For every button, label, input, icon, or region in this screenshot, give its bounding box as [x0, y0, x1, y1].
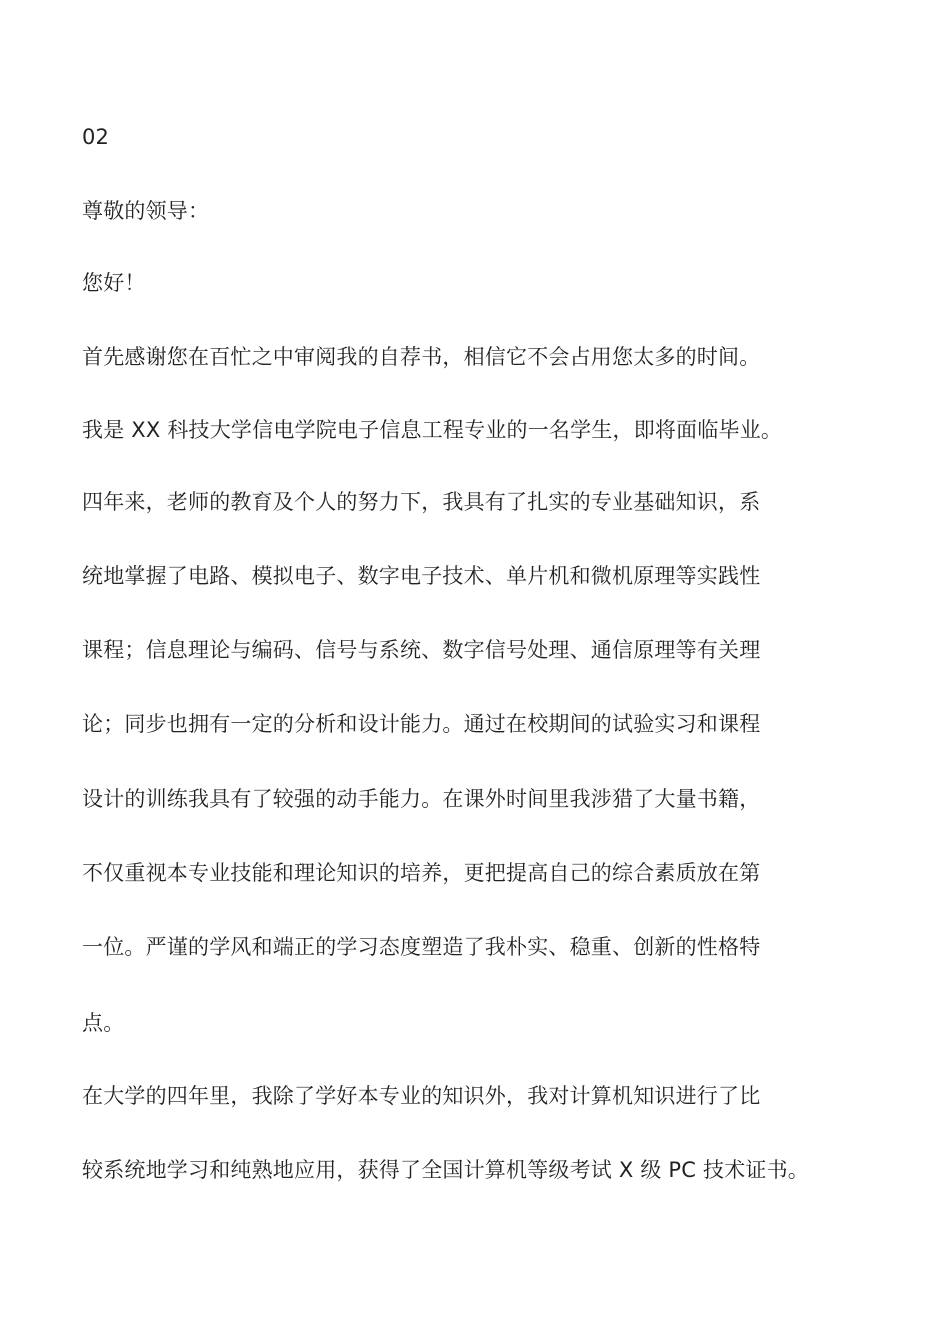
- paragraph-line: 论；同步也拥有一定的分析和设计能力。通过在校期间的试验实习和课程: [82, 712, 761, 736]
- paragraph-line: 设计的训练我具有了较强的动手能力。在课外时间里我涉猎了大量书籍，: [82, 787, 761, 811]
- paragraph-line: 统地掌握了电路、模拟电子、数字电子技术、单片机和微机原理等实践性: [82, 564, 761, 588]
- salutation: 尊敬的领导：: [82, 199, 210, 223]
- greeting: 您好！: [82, 271, 146, 295]
- paragraph-line: 在大学的四年里，我除了学好本专业的知识外，我对计算机知识进行了比: [82, 1084, 761, 1108]
- paragraph-line: 较系统地学习和纯熟地应用，获得了全国计算机等级考试 X 级 PC 技术证书。: [82, 1158, 810, 1182]
- page-number: 02: [82, 125, 110, 149]
- paragraph-line: 点。: [82, 1011, 125, 1035]
- paragraph-line: 我是 XX 科技大学信电学院电子信息工程专业的一名学生，即将面临毕业。: [82, 418, 783, 442]
- paragraph-line: 首先感谢您在百忙之中审阅我的自荐书，相信它不会占用您太多的时间。: [82, 345, 761, 369]
- paragraph-line: 不仅重视本专业技能和理论知识的培养，更把提高自己的综合素质放在第: [82, 861, 761, 885]
- paragraph-line: 课程；信息理论与编码、信号与系统、数字信号处理、通信原理等有关理: [82, 638, 761, 662]
- paragraph-line: 一位。严谨的学风和端正的学习态度塑造了我朴实、稳重、创新的性格特: [82, 935, 761, 959]
- paragraph-line: 四年来，老师的教育及个人的努力下，我具有了扎实的专业基础知识，系: [82, 490, 761, 514]
